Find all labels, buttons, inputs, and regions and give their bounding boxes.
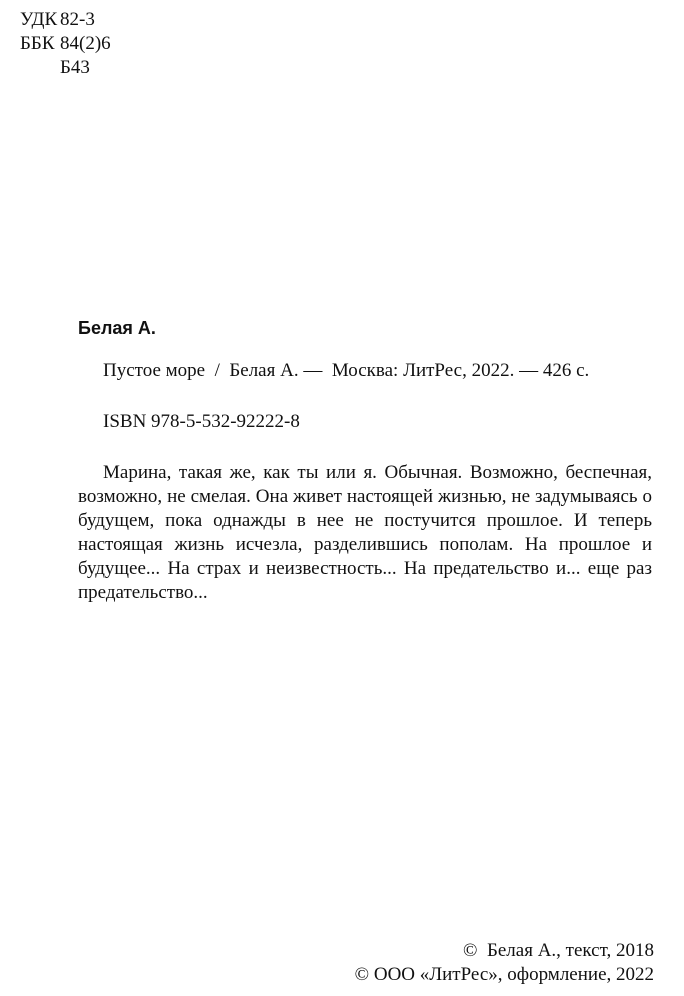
- bibliographic-citation: Пустое море / Белая А. — Москва: ЛитРес, 2022. — 426 с.: [103, 360, 590, 381]
- udk-value: 82-3: [60, 9, 95, 30]
- bbk-label: ББК: [20, 33, 55, 54]
- copyright-design-line: © ООО «ЛитРес», оформление, 2022: [354, 964, 654, 985]
- copyright-block: [355, 939, 654, 987]
- udk-row: [20, 8, 111, 32]
- copyright-text-line: © Белая А., текст, 2018: [463, 940, 654, 961]
- author-sign-label: [20, 56, 60, 80]
- isbn: ISBN 978-5-532-92222-8: [103, 411, 300, 432]
- classification-block: [20, 8, 111, 80]
- udk-label: УДК: [20, 9, 58, 30]
- author-sign-row: [20, 56, 111, 80]
- annotation-paragraph: Марина, такая же, как ты или я. Обычная. Возможно, беспечная, возможно, не смелая. Она живет настоящей жизнью, не задумываясь о будущем, пока однажды в нее не постучится прошлое. И теперь настоящая жизнь исчезла, разделившись пополам. На прошлое и будущее... На страх и неизвестность... На предательство и... еще раз предательство...: [78, 462, 652, 603]
- author-heading: Белая А.: [78, 318, 156, 338]
- bbk-row: [20, 32, 111, 56]
- author-sign-value: Б43: [60, 57, 90, 78]
- bbk-value: 84(2)6: [60, 33, 111, 54]
